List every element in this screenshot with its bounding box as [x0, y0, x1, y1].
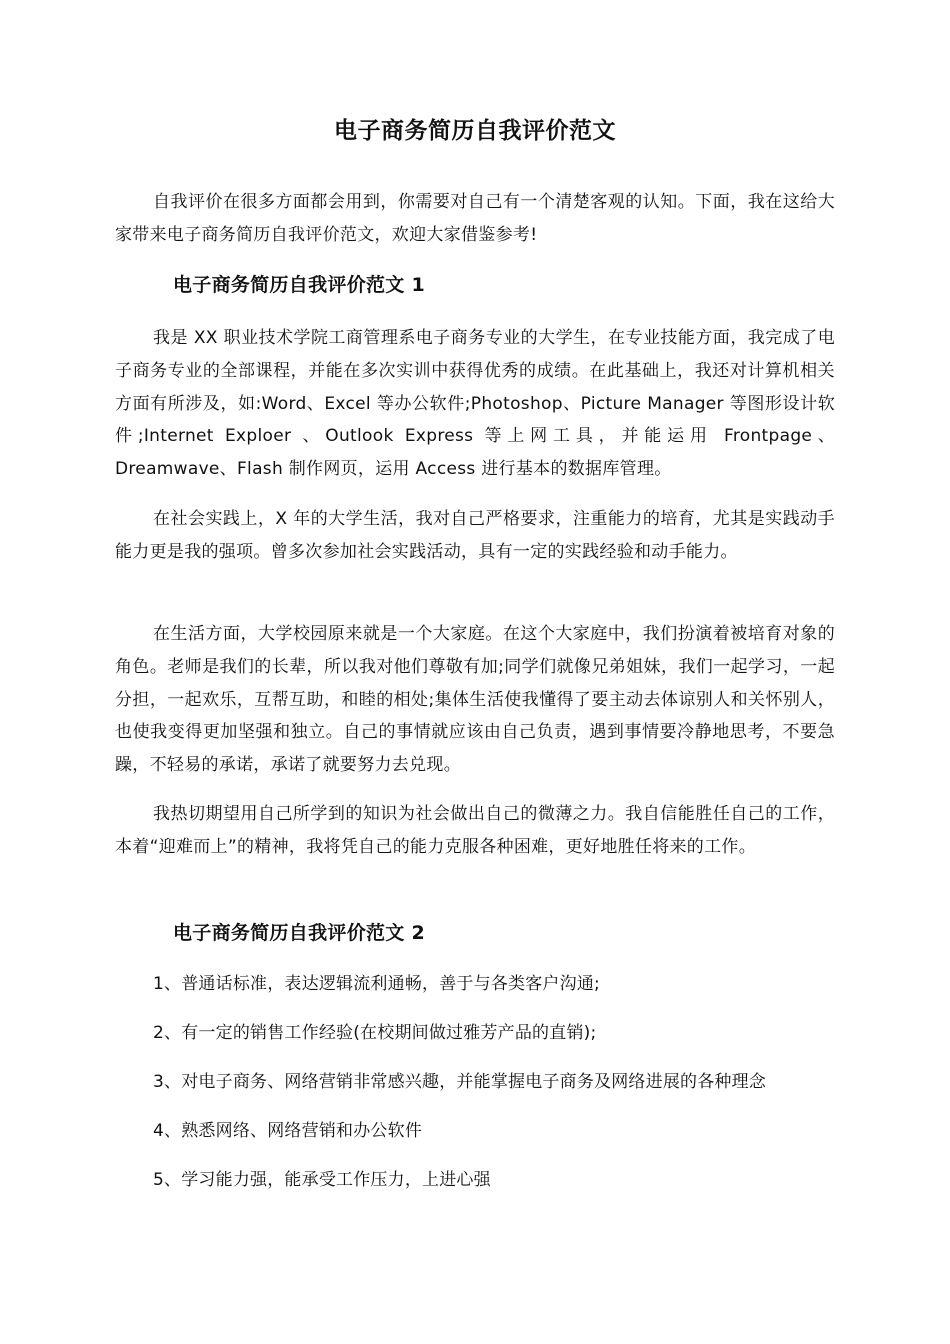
section-heading-1: 电子商务简历自我评价范文 1: [173, 274, 426, 296]
section-1-paragraph-4: 我热切期望用自己所学到的知识为社会做出自己的微薄之力。我自信能胜任自己的工作，本着“迎难而上”的精神，我将凭自己的能力克服各种困难，更好地胜任将来的工作。: [115, 804, 835, 857]
section-heading-2: 电子商务简历自我评价范文 2: [173, 922, 426, 944]
document-title: 电子商务简历自我评价范文: [334, 118, 616, 144]
list-item: 3、对电子商务、网络营销非常感兴趣，并能掌握电子商务及网络进展的各种理念: [153, 1072, 767, 1092]
document-page: [115, 0, 835, 1344]
section-1-paragraph-3: 在生活方面，大学校园原来就是一个大家庭。在这个大家庭中，我们扮演着被培育对象的角色。老师是我们的长辈，所以我对他们尊敬有加;同学们就像兄弟姐妹，我们一起学习，一起分担，一起欢乐，互帮互助，和睦的相处;集体生活使我懂得了要主动去体谅别人和关怀别人，也使我变得更加坚强和独立。自己的事情就应该由自己负责，遇到事情要冷静地思考，不要急躁，不轻易的承诺，承诺了就要努力去兑现。: [115, 624, 835, 776]
intro-paragraph: 自我评价在很多方面都会用到，你需要对自己有一个清楚客观的认知。下面，我在这给大家带来电子商务简历自我评价范文，欢迎大家借鉴参考!: [115, 192, 835, 245]
section-1-paragraph-1: 我是 XX 职业技术学院工商管理系电子商务专业的大学生，在专业技能方面，我完成了电子商务专业的全部课程，并能在多次实训中获得优秀的成绩。在此基础上，我还对计算机相关方面有所涉及，如:Word、Excel 等办公软件;Photoshop、Picture Manager 等图形设计软件;Internet Exploer 、Outlook Express 等上网工具，并能运用 Frontpage、Dreamwave、Flash 制作网页，运用 Access 进行基本的数据库管理。: [115, 328, 835, 480]
list-item: 1、普通话标准，表达逻辑流利通畅，善于与各类客户沟通;: [153, 974, 600, 994]
list-item: 2、有一定的销售工作经验(在校期间做过雅芳产品的直销);: [153, 1023, 597, 1043]
list-item: 5、学习能力强，能承受工作压力，上进心强: [153, 1170, 491, 1190]
section-1-paragraph-2: 在社会实践上，X 年的大学生活，我对自己严格要求，注重能力的培育，尤其是实践动手能力更是我的强项。曾多次参加社会实践活动，具有一定的实践经验和动手能力。: [115, 509, 835, 562]
list-item: 4、熟悉网络、网络营销和办公软件: [153, 1121, 423, 1141]
